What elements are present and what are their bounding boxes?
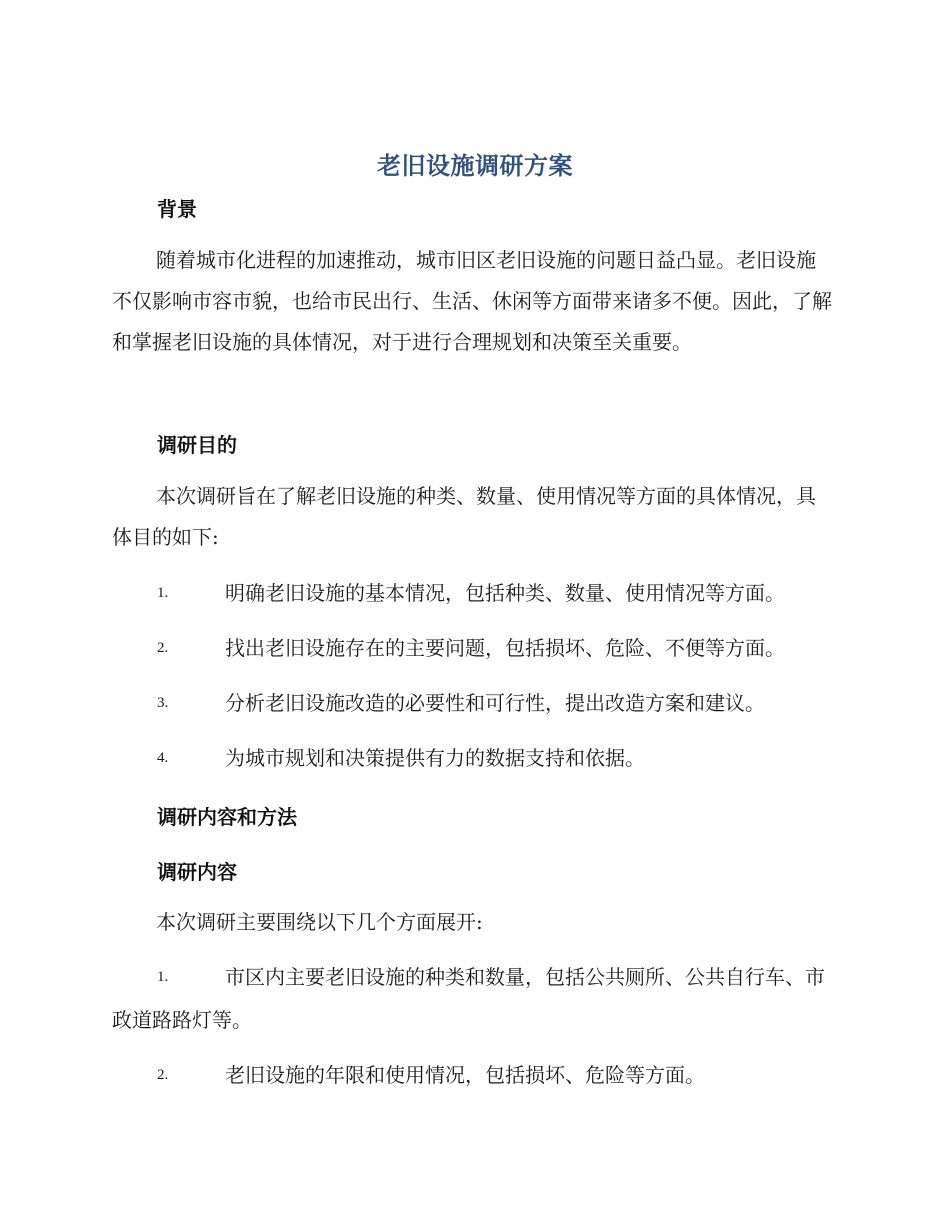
background-paragraph: 随着城市化进程的加速推动，城市旧区老旧设施的问题日益凸显。老旧设施不仅影响市容市貌，也给市民出行、生活、休闲等方面带来诸多不便。因此，了解和掌握老旧设施的具体情况，对于进行合理规划和决策至关重要。: [112, 248, 832, 354]
list-number: 1.: [157, 969, 169, 985]
content-list-item: [112, 956, 834, 1042]
heading-purpose: 调研目的: [157, 433, 237, 457]
purpose-list-item: [112, 627, 834, 670]
document-title: 老旧设施调研方案: [377, 152, 573, 180]
heading-content: 调研内容: [157, 860, 237, 884]
content-list-item: [112, 1054, 834, 1097]
heading-background: 背景: [157, 197, 197, 221]
list-number: 3.: [157, 695, 169, 711]
purpose-list-item: [112, 572, 834, 615]
list-text: 老旧设施的年限和使用情况，包括损坏、危险等方面。: [225, 1063, 705, 1087]
list-text: 明确老旧设施的基本情况，包括种类、数量、使用情况等方面。: [225, 581, 785, 605]
list-text: 市区内主要老旧设施的种类和数量，包括公共厕所、公共自行车、市政道路路灯等。: [112, 965, 825, 1032]
list-number: 1.: [157, 585, 169, 601]
list-number: 2.: [157, 1067, 169, 1083]
list-text: 为城市规划和决策提供有力的数据支持和依据。: [225, 746, 645, 770]
list-number: 2.: [157, 640, 169, 656]
list-text: 找出老旧设施存在的主要问题，包括损坏、危险、不便等方面。: [225, 636, 785, 660]
purpose-intro: 本次调研旨在了解老旧设施的种类、数量、使用情况等方面的具体情况，具体目的如下:: [112, 484, 816, 549]
list-number: 4.: [157, 750, 169, 766]
heading-content-method: 调研内容和方法: [157, 805, 297, 829]
list-text: 分析老旧设施改造的必要性和可行性，提出改造方案和建议。: [225, 691, 765, 715]
purpose-list-item: [112, 682, 834, 725]
content-intro: 本次调研主要围绕以下几个方面展开:: [156, 910, 483, 934]
purpose-list-item: [112, 737, 834, 780]
